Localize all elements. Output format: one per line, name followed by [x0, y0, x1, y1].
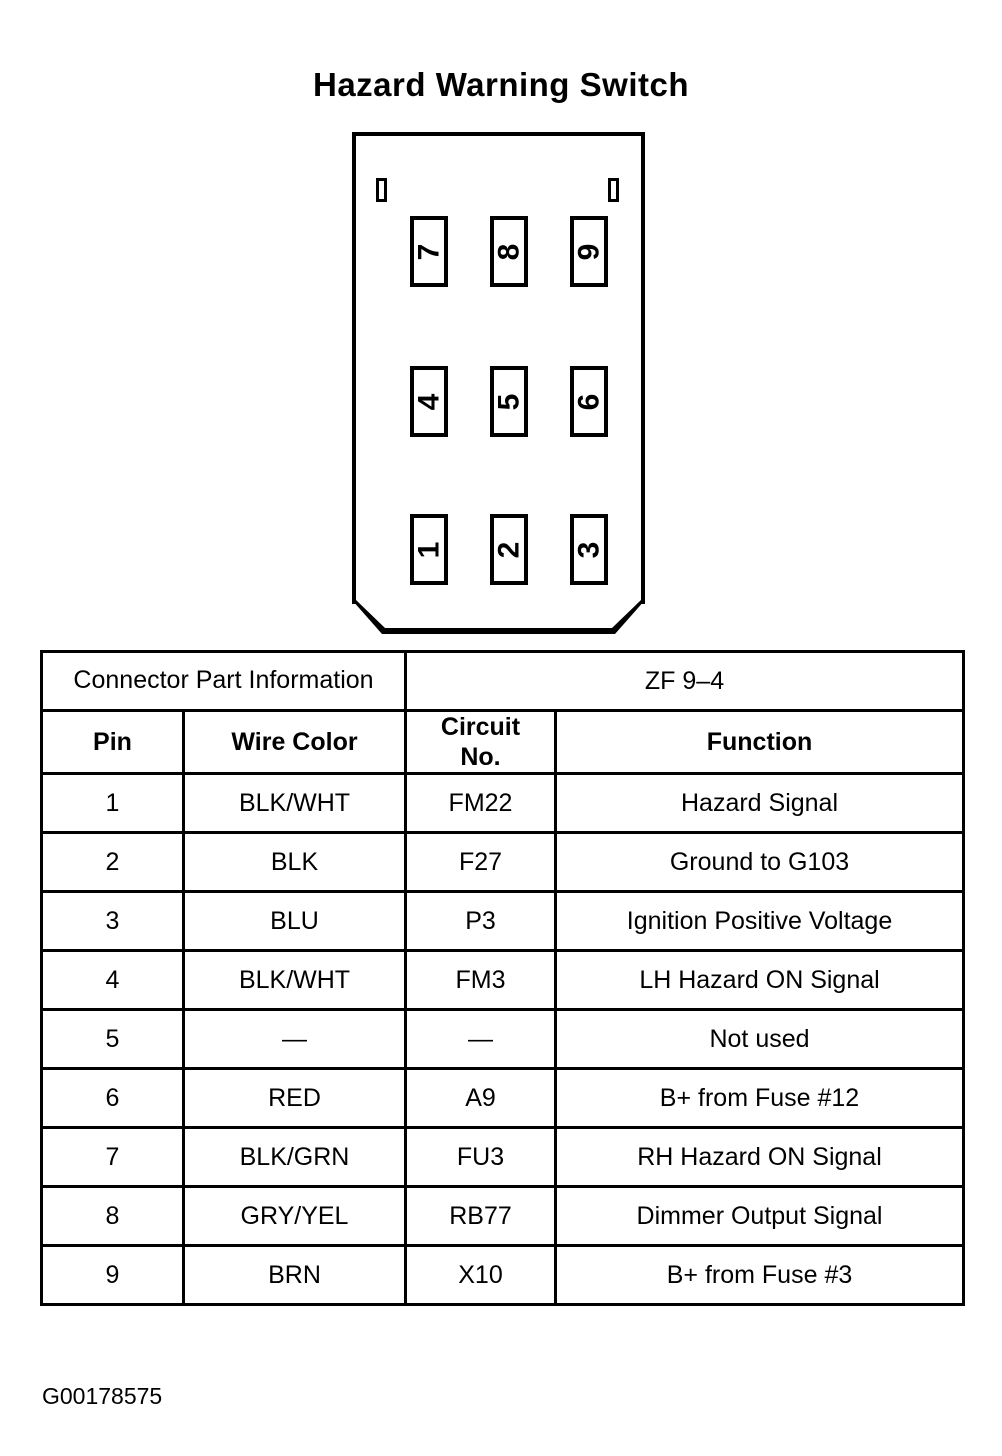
connector-pin-4: [410, 366, 448, 437]
cell-function: RH Hazard ON Signal: [556, 1128, 964, 1187]
cell-pin: 2: [42, 833, 184, 892]
cell-function: B+ from Fuse #3: [556, 1246, 964, 1305]
cell-circuit-no: A9: [406, 1069, 556, 1128]
connector-pin-7: [410, 216, 448, 287]
table-row: [42, 833, 964, 892]
connector-diagram: [352, 132, 652, 632]
connector-pin-grid: [402, 216, 604, 596]
connector-pin-label: 7: [412, 243, 445, 260]
cell-circuit-no: FU3: [406, 1128, 556, 1187]
column-header-function: Function: [556, 711, 964, 774]
cell-function: Dimmer Output Signal: [556, 1187, 964, 1246]
connector-pin-2: [490, 514, 528, 585]
table-header-row: [42, 711, 964, 774]
cell-wire-color: —: [184, 1010, 406, 1069]
cell-pin: 4: [42, 951, 184, 1010]
page-title: Hazard Warning Switch: [313, 66, 689, 103]
cell-circuit-no: FM22: [406, 774, 556, 833]
cell-wire-color: GRY/YEL: [184, 1187, 406, 1246]
column-header-wire-color: Wire Color: [184, 711, 406, 774]
cell-circuit-no: F27: [406, 833, 556, 892]
cell-wire-color: BLK/WHT: [184, 774, 406, 833]
pinout-table: [40, 650, 965, 1306]
connector-pin-label: 6: [572, 393, 605, 410]
locking-tab-left-icon: [376, 178, 387, 202]
cell-pin: 3: [42, 892, 184, 951]
connector-pin-3: [570, 514, 608, 585]
connector-pin-label: 8: [492, 243, 525, 260]
column-header-pin: Pin: [42, 711, 184, 774]
connector-part-information-label: Connector Part Information: [42, 652, 406, 711]
connector-part-number: ZF 9–4: [406, 652, 964, 711]
connector-pin-label: 2: [492, 541, 525, 558]
cell-circuit-no: FM3: [406, 951, 556, 1010]
table-row: [42, 1187, 964, 1246]
cell-circuit-no: P3: [406, 892, 556, 951]
cell-pin: 5: [42, 1010, 184, 1069]
connector-pin-label: 3: [572, 541, 605, 558]
connector-pin-label: 1: [412, 541, 445, 558]
cell-wire-color: BRN: [184, 1246, 406, 1305]
connector-pin-5: [490, 366, 528, 437]
cell-function: Not used: [556, 1010, 964, 1069]
cell-function: LH Hazard ON Signal: [556, 951, 964, 1010]
cell-wire-color: BLK/WHT: [184, 951, 406, 1010]
cell-wire-color: BLK: [184, 833, 406, 892]
cell-circuit-no: RB77: [406, 1187, 556, 1246]
table-row: [42, 951, 964, 1010]
connector-pin-1: [410, 514, 448, 585]
cell-function: Ignition Positive Voltage: [556, 892, 964, 951]
cell-wire-color: BLK/GRN: [184, 1128, 406, 1187]
cell-pin: 8: [42, 1187, 184, 1246]
cell-circuit-no: X10: [406, 1246, 556, 1305]
cell-wire-color: BLU: [184, 892, 406, 951]
connector-tail-fill: [356, 600, 641, 628]
cell-function: Ground to G103: [556, 833, 964, 892]
connector-pin-label: 4: [412, 393, 445, 410]
cell-function: Hazard Signal: [556, 774, 964, 833]
locking-tab-right-icon: [608, 178, 619, 202]
cell-pin: 1: [42, 774, 184, 833]
connector-body: [352, 132, 645, 604]
connector-pin-label: 5: [492, 393, 525, 410]
table-row: [42, 1246, 964, 1305]
cell-pin: 6: [42, 1069, 184, 1128]
cell-function: B+ from Fuse #12: [556, 1069, 964, 1128]
column-header-circuit-line2: No.: [460, 743, 501, 771]
pinout-table-container: [40, 650, 962, 1306]
cell-pin: 9: [42, 1246, 184, 1305]
cell-wire-color: RED: [184, 1069, 406, 1128]
connector-info-row: [42, 652, 964, 711]
table-row: [42, 774, 964, 833]
connector-pin-6: [570, 366, 608, 437]
table-row: [42, 892, 964, 951]
table-row: [42, 1069, 964, 1128]
figure-code: G00178575: [42, 1383, 163, 1409]
connector-pin-8: [490, 216, 528, 287]
cell-circuit-no: —: [406, 1010, 556, 1069]
connector-pin-9: [570, 216, 608, 287]
table-row: [42, 1128, 964, 1187]
column-header-circuit-line1: Circuit: [440, 713, 521, 741]
connector-pin-label: 9: [572, 243, 605, 260]
table-row: [42, 1010, 964, 1069]
column-header-circuit-no: [406, 711, 556, 774]
cell-pin: 7: [42, 1128, 184, 1187]
